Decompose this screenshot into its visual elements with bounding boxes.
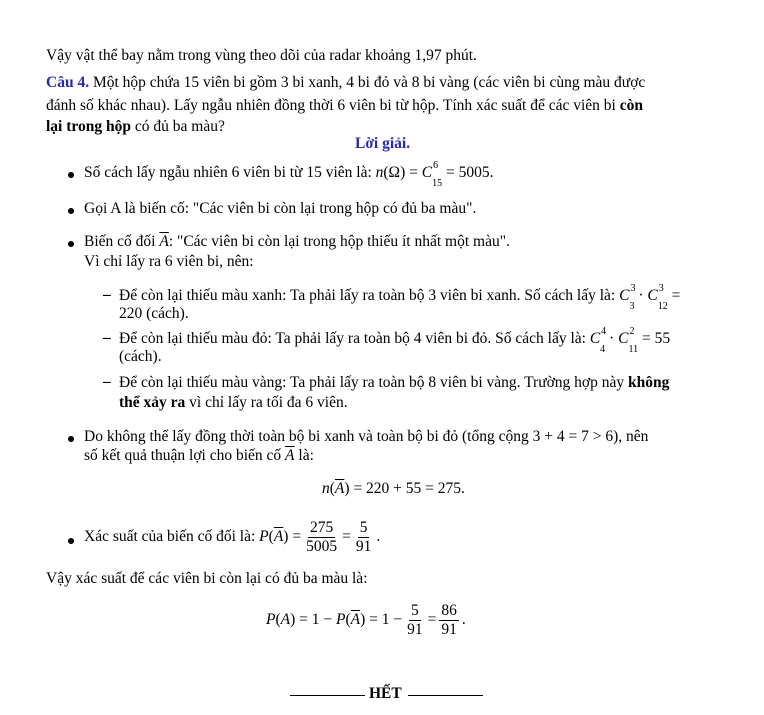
final-fraction-2 (439, 602, 459, 639)
question-text-3: có đủ ba màu? (134, 118, 225, 135)
sub-2-line-1: Để còn lại thiếu màu đỏ: Ta phải lấy ra toàn bộ 4 viên bi đỏ. Số cách lấy là: C 4 $_4$ · C 2 $_{11}$ = 55 (119, 326, 671, 356)
bullet-3-line-2: Vì chỉ lấy ra 6 viên bi, nên: (84, 253, 254, 270)
bullet-icon (68, 172, 74, 178)
question-bold-1: còn (619, 97, 643, 114)
sub-3-bold-2: thể xảy ra (119, 394, 186, 411)
bullet-4-line-2: số kết quả thuận lợi cho biến cố $\overline{A}$ là: (84, 447, 314, 464)
dash-icon: – (103, 329, 111, 346)
fraction-1-den: 5005 (306, 537, 338, 555)
final-equation: P ( A ) = 1 − P ( $\overline{A}$ ) = 1 − $\frac{5}{91}$ = $\frac{86}{91}$ . (266, 601, 466, 638)
bullet-icon (68, 241, 74, 247)
bullet-4-text: số kết quả thuận lợi cho biến cố (84, 447, 282, 464)
bullet-4-end: là: (298, 447, 314, 464)
question-line-1 (46, 73, 645, 93)
fraction-2-num: 5 (359, 518, 368, 536)
sub-2-line-2: (cách). (119, 348, 162, 365)
solution-title: Lời giải. (355, 135, 411, 152)
question-label: Câu 4. (46, 74, 90, 91)
conclusion-line: Vậy xác suất để các viên bi còn lại có đủ ba màu là: (46, 570, 368, 587)
bullet-5-text: Xác suất của biến cố đối là: (84, 528, 256, 545)
question-bold-2: lại trong hộp (46, 118, 131, 135)
dash-icon: – (103, 286, 111, 303)
fraction-2 (354, 519, 374, 556)
final-eq-mid: = 1 − (369, 611, 403, 628)
bullet-3-text: : "Các viên bi còn lại trong hộp thiếu ít nhất một màu". (168, 233, 510, 250)
sub-3-line-2 (119, 393, 348, 413)
final-eq-left: = 1 − (299, 611, 333, 628)
bullet-2: Gọi A là biến cố: "Các viên bi còn lại trong hộp có đủ ba màu". (84, 200, 477, 217)
end-rule-right (408, 695, 483, 696)
bullet-1-text: Số cách lấy ngẫu nhiên 6 viên bi từ 15 viên là: (84, 164, 372, 181)
bullet-icon (68, 208, 74, 214)
fraction-1-num: 275 (309, 518, 334, 536)
sub-3-text-2: vì chỉ lấy ra tối đa 6 viên. (189, 394, 348, 411)
final-fraction-1-den: 91 (407, 620, 423, 638)
bullet-1: Số cách lấy ngẫu nhiên 6 viên bi từ 15 viên là: n(Ω) = C 6 $_{15}$ = 5005. (84, 160, 494, 190)
bullet-1-math: = 5005. (445, 164, 494, 181)
bullet-3: Biến cố đối $\overline{A}$: "Các viên bi còn lại trong hộp thiếu ít nhất một màu". (84, 233, 510, 250)
bullet-4-eq-value: = 220 + 55 = 275. (353, 480, 465, 497)
sub-1-text: Để còn lại thiếu màu xanh: Ta phải lấy ra toàn bộ 3 viên bi xanh. Số cách lấy là: (119, 287, 616, 304)
sub-1-line-2: 220 (cách). (119, 305, 189, 322)
bullet-3-prefix: Biến cố đối (84, 233, 156, 250)
bullet-5: Xác suất của biến cố đối là: P ( $\overline{A}$ ) = $\frac{275}{5005}$ = $\frac{5}{91}$ . (84, 518, 381, 555)
final-fraction-2-num: 86 (441, 601, 457, 619)
fraction-1 (304, 519, 339, 556)
bullet-4-line-1: Do không thể lấy đồng thời toàn bộ bi xanh và toàn bộ bi đỏ (tổng cộng 3 + 4 = 7 > 6), nên (84, 428, 649, 445)
question-text-1: Một hộp chứa 15 viên bi gồm 3 bi xanh, 4 bi đỏ và 8 bi vàng (các viên bi cùng màu được (92, 74, 646, 91)
sub-3-text: Để còn lại thiếu màu vàng: Ta phải lấy ra toàn bộ 8 viên bi vàng. Trường hợp này (119, 374, 625, 391)
sub-3-bold-1: không (628, 374, 670, 391)
end-rule-left (290, 695, 365, 696)
fraction-2-den: 91 (355, 537, 372, 555)
bullet-4-equation: $n(\overline{A}) = 220 + 55 = 275$. (322, 480, 465, 497)
bullet-icon (68, 538, 74, 544)
final-fraction-2-den: 91 (441, 620, 457, 638)
bullet-icon (68, 436, 74, 442)
dash-icon: – (103, 373, 111, 390)
intro-line: Vậy vật thể bay nằm trong vùng theo dõi của radar khoảng 1,97 phút. (46, 47, 477, 64)
sub-3-line-1 (119, 373, 669, 393)
final-fraction-1 (405, 602, 425, 639)
sub-1-tail: = (671, 287, 681, 304)
end-label: HẾT (369, 685, 402, 702)
question-text-2: đánh số khác nhau). Lấy ngẫu nhiên đồng thời 6 viên bi từ hộp. Tính xác suất để các viên bi (46, 97, 616, 114)
sub-1-line-1: Để còn lại thiếu màu xanh: Ta phải lấy ra toàn bộ 3 viên bi xanh. Số cách lấy là: C 3 $_3$ · C 3 $_{12}$ = (119, 283, 681, 313)
sub-2-text: Để còn lại thiếu màu đỏ: Ta phải lấy ra toàn bộ 4 viên bi đỏ. Số cách lấy là: (119, 330, 586, 347)
question-line-2 (46, 96, 643, 116)
question-line-3 (46, 117, 225, 137)
final-fraction-1-num: 5 (411, 601, 419, 619)
sub-2-tail: = 55 (641, 330, 671, 347)
